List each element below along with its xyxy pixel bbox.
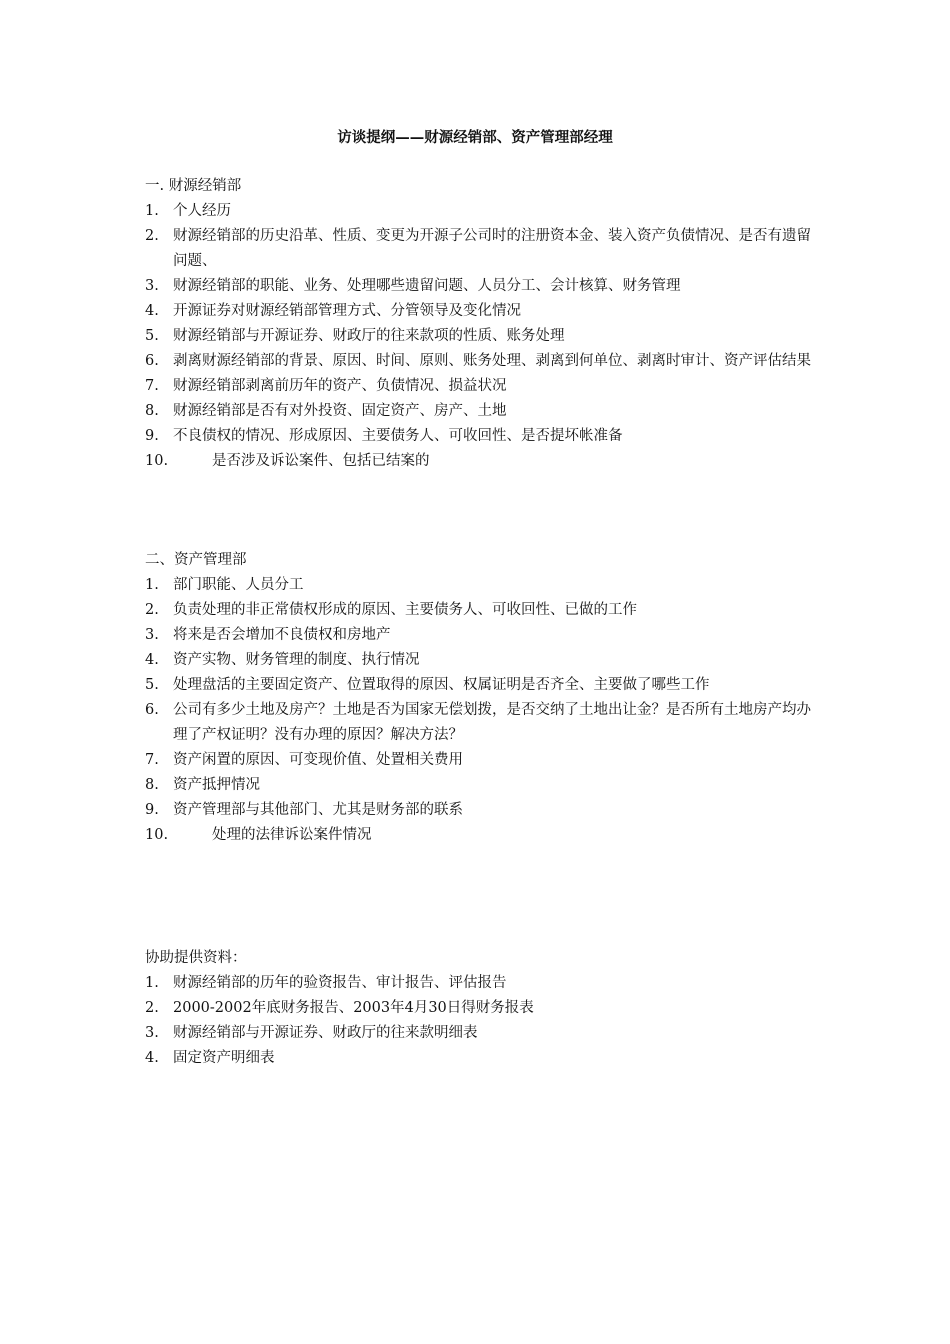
- item-text: 资产抵押情况: [173, 777, 260, 793]
- item-text: 不良债权的情况、形成原因、主要债务人、可收回性、是否提坏帐准备: [173, 428, 623, 444]
- item-text: 部门职能、人员分工: [173, 577, 304, 593]
- section-materials-requested: [145, 946, 825, 1071]
- item-text: 财源经销部与开源证券、财政厅的往来款项的性质、账务处理: [173, 328, 565, 344]
- list-item: [145, 698, 825, 748]
- item-number: 3.: [145, 1025, 159, 1041]
- item-text: 资产闲置的原因、可变现价值、处置相关费用: [173, 752, 463, 768]
- list-item: [145, 324, 825, 349]
- item-text: 处理盘活的主要固定资产、位置取得的原因、权属证明是否齐全、主要做了哪些工作: [173, 677, 710, 693]
- item-text: 个人经历: [173, 203, 231, 219]
- list-item: [145, 798, 825, 823]
- list-item: [145, 1046, 825, 1071]
- item-text: 财源经销部剥离前历年的资产、负债情况、损益状况: [173, 378, 507, 394]
- question-list: [145, 199, 825, 474]
- item-text: 财源经销部与开源证券、财政厅的往来款明细表: [173, 1025, 478, 1041]
- item-text: 将来是否会增加不良债权和房地产: [173, 627, 391, 643]
- item-text: 2000-2002年底财务报告、2003年4月30日得财务报表: [173, 1000, 534, 1016]
- item-number: 8.: [145, 777, 159, 793]
- item-text: 剥离财源经销部的背景、原因、时间、原则、账务处理、剥离到何单位、剥离时审计、资产评估结果: [173, 353, 811, 369]
- item-number: 7.: [145, 752, 159, 768]
- list-item: [145, 1021, 825, 1046]
- item-number: 5.: [145, 328, 159, 344]
- list-item: [145, 449, 825, 474]
- item-number: 5.: [145, 677, 159, 693]
- item-text: 固定资产明细表: [173, 1050, 275, 1066]
- item-text: 资产管理部与其他部门、尤其是财务部的联系: [173, 802, 463, 818]
- list-item: [145, 648, 825, 673]
- list-item: [145, 598, 825, 623]
- item-number: 4.: [145, 303, 159, 319]
- section-finance-sales: [145, 174, 825, 474]
- page-title: 访谈提纲——财源经销部、资产管理部经理: [337, 129, 613, 146]
- item-text: 开源证券对财源经销部管理方式、分管领导及变化情况: [173, 303, 521, 319]
- list-item: [145, 748, 825, 773]
- list-item: [145, 374, 825, 399]
- item-text: 是否涉及诉讼案件、包括已结案的: [212, 453, 430, 469]
- list-item: [145, 773, 825, 798]
- item-text: 财源经销部的历史沿革、性质、变更为开源子公司时的注册资本金、装入资产负债情况、是否有遗留问题、: [173, 228, 811, 269]
- item-number: 1.: [145, 203, 159, 219]
- list-item: [145, 224, 825, 274]
- section-heading: 一. 财源经销部: [145, 178, 242, 194]
- item-number: 9.: [145, 802, 159, 818]
- materials-list: [145, 971, 825, 1071]
- item-number: 3.: [145, 278, 159, 294]
- list-item: [145, 274, 825, 299]
- item-number: 7.: [145, 378, 159, 394]
- item-text: 财源经销部是否有对外投资、固定资产、房产、土地: [173, 403, 507, 419]
- item-number: 1.: [145, 975, 159, 991]
- item-number: 8.: [145, 403, 159, 419]
- list-item: [145, 349, 825, 374]
- item-number: 4.: [145, 1050, 159, 1066]
- item-number: 3.: [145, 627, 159, 643]
- item-number: 9.: [145, 428, 159, 444]
- item-number: 1.: [145, 577, 159, 593]
- item-number: 10.: [145, 453, 169, 469]
- list-item: [145, 823, 825, 848]
- item-text: 财源经销部的职能、业务、处理哪些遗留问题、人员分工、会计核算、财务管理: [173, 278, 681, 294]
- list-item: [145, 199, 825, 224]
- item-number: 6.: [145, 702, 159, 718]
- item-number: 6.: [145, 353, 159, 369]
- item-text: 资产实物、财务管理的制度、执行情况: [173, 652, 420, 668]
- list-item: [145, 573, 825, 598]
- list-item: [145, 971, 825, 996]
- list-item: [145, 996, 825, 1021]
- list-item: [145, 623, 825, 648]
- list-item: [145, 424, 825, 449]
- item-number: 2.: [145, 1000, 159, 1016]
- item-text: 负责处理的非正常债权形成的原因、主要债务人、可收回性、已做的工作: [173, 602, 637, 618]
- section-heading: 协助提供资料：: [145, 950, 247, 966]
- question-list: [145, 573, 825, 848]
- list-item: [145, 673, 825, 698]
- item-number: 2.: [145, 228, 159, 244]
- item-text: 处理的法律诉讼案件情况: [212, 827, 372, 843]
- list-item: [145, 399, 825, 424]
- item-text: 财源经销部的历年的验资报告、审计报告、评估报告: [173, 975, 507, 991]
- list-item: [145, 299, 825, 324]
- item-number: 10.: [145, 827, 169, 843]
- item-text: 公司有多少土地及房产？土地是否为国家无偿划拨，是否交纳了土地出让金？是否所有土地房产均办理了产权证明？没有办理的原因？解决方法？: [173, 702, 811, 743]
- section-heading: 二、资产管理部: [145, 552, 247, 568]
- item-number: 4.: [145, 652, 159, 668]
- section-asset-management: [145, 548, 825, 848]
- item-number: 2.: [145, 602, 159, 618]
